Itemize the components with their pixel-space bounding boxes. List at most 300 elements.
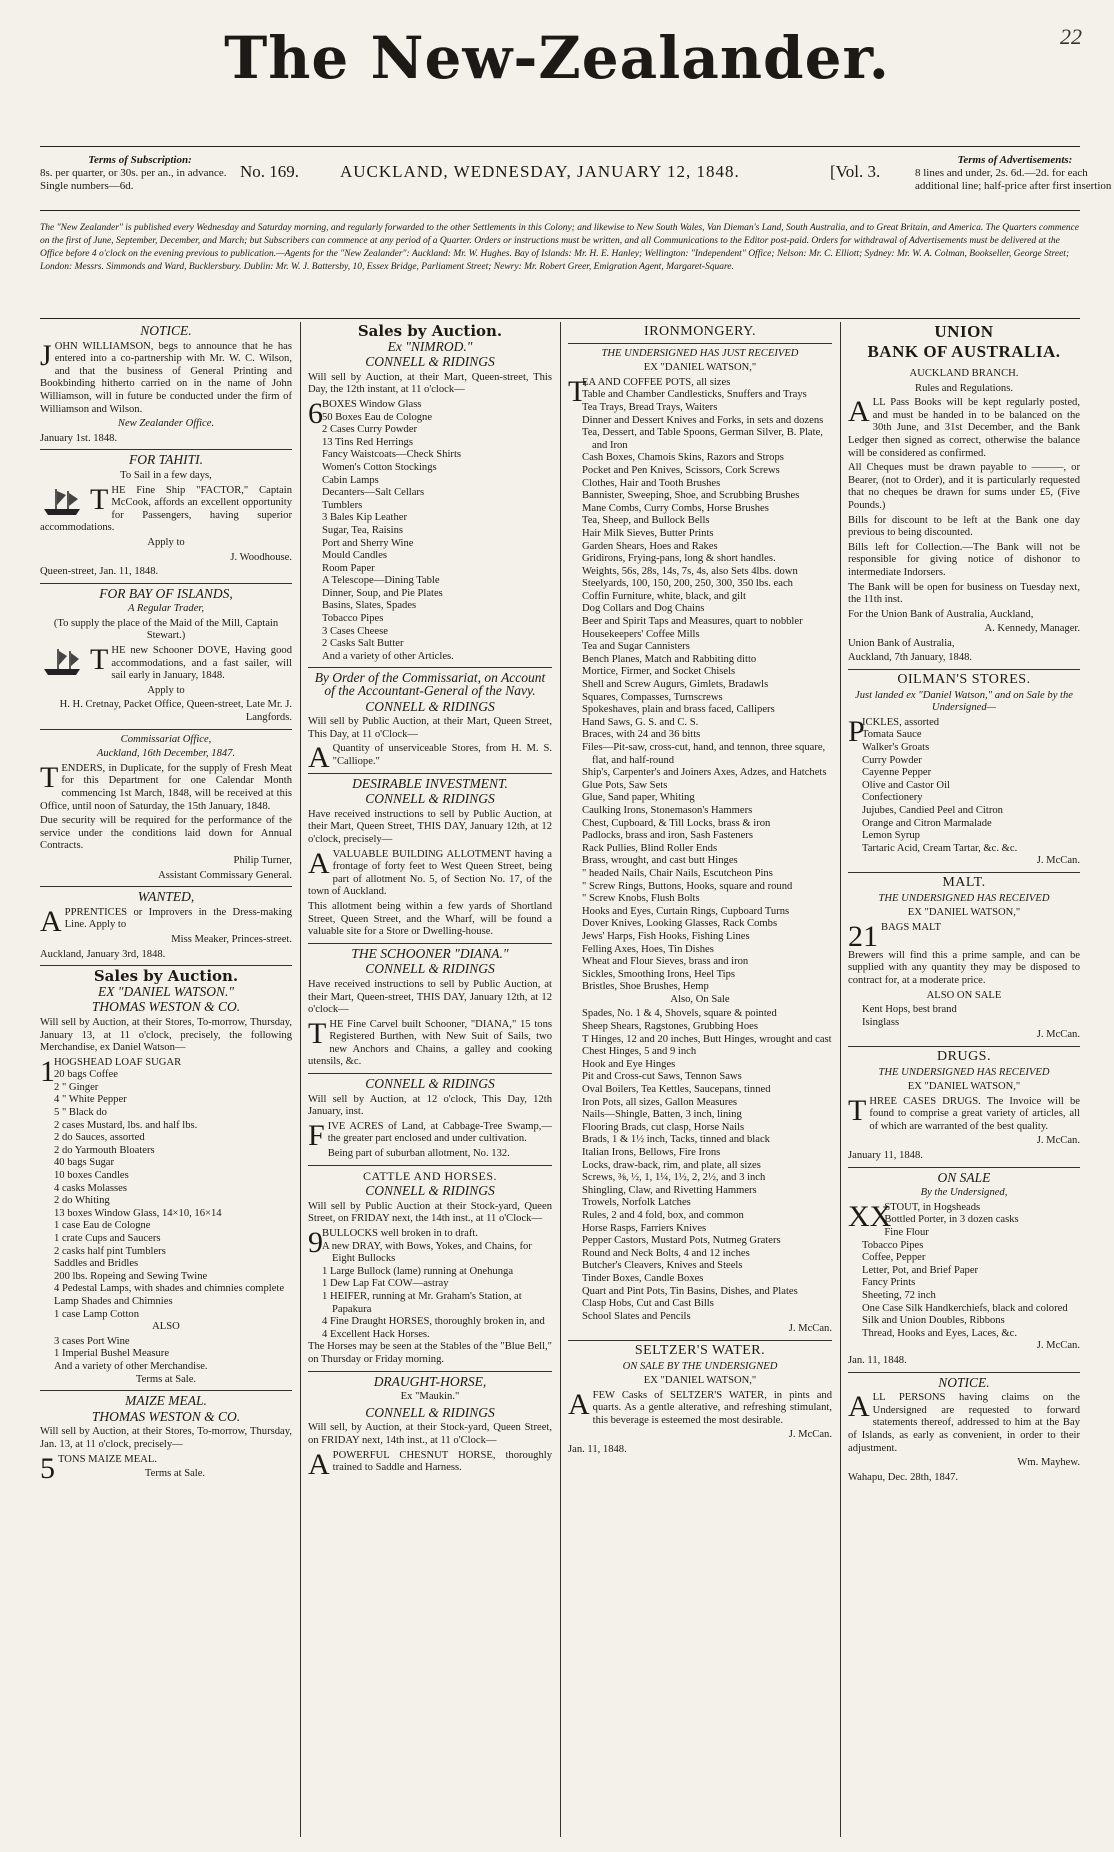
ad-body: JOHN WILLIAMSON, begs to announce that he has entered into a co-partnership with Mr. W. C. Wilson, and that the business of General Printing and Bookbinding hitherto carried on in the name of John Williamson, will in future be conducted under the firm of Williamson and Wilson. bbox=[40, 338, 292, 415]
ad-separator bbox=[308, 943, 552, 944]
list-item: Tobacco Pipes bbox=[322, 613, 384, 625]
list-item: 3 Cases Cheese bbox=[322, 625, 388, 637]
list-item: Bannister, Sweeping, Shoe, and Scrubbing Brushes bbox=[582, 490, 800, 502]
drop-cap: T bbox=[568, 374, 587, 408]
list-item: 1 case Eau de Cologne bbox=[54, 1220, 151, 1232]
ad-date: January 1st. 1848. bbox=[40, 432, 118, 444]
list-item: 4 casks Molasses bbox=[54, 1182, 127, 1194]
list-item: Wheat and Flour Sieves, brass and iron bbox=[582, 956, 749, 968]
ad-signature: J. McCan. bbox=[1036, 1029, 1080, 1041]
list-item: Bristles, Shoe Brushes, Hemp bbox=[582, 981, 709, 993]
list-item: Hand Saws, G. S. and C. S. bbox=[582, 716, 699, 728]
ad-separator bbox=[848, 872, 1080, 873]
ad-separator bbox=[308, 1073, 552, 1074]
list-item: 1 Imperial Bushel Measure bbox=[54, 1348, 170, 1360]
ad-body: Will sell, by Auction, at their Stock-yard, Queen Street, on FRIDAY next, 14th inst., at 11 o'Clock— bbox=[308, 1422, 552, 1446]
column-divider bbox=[840, 322, 841, 1837]
ad-body: 21 BAGS MALT bbox=[848, 919, 941, 953]
list-item: Gridirons, Frying-pans, long & short handles. bbox=[582, 553, 776, 565]
drop-cap: A bbox=[308, 846, 330, 880]
drop-cap: 9 bbox=[308, 1226, 323, 1259]
ad-signature: H. H. Cretnay, Packet Office, Queen-street, Late Mr. J. Langfords. bbox=[59, 699, 292, 724]
list-item: 2 " Ginger bbox=[54, 1081, 99, 1093]
list-item: 2 do Yarmouth Bloaters bbox=[54, 1144, 155, 1156]
list-item: 10 boxes Candles bbox=[54, 1170, 129, 1182]
list-item: ICKLES, assorted bbox=[862, 716, 940, 728]
corner-mark: 22 bbox=[1060, 24, 1082, 49]
list-item: Oval Boilers, Tea Kettles, Saucepans, tinned bbox=[582, 1084, 771, 1096]
ad-body: Have received instructions to sell by Public Auction, at their Mart, Queen Street, THIS DAY, January 12th, at 12 o'clock, precisely— bbox=[308, 808, 552, 845]
drop-cap: 21 bbox=[848, 919, 878, 953]
column-divider bbox=[300, 322, 301, 1837]
list-item: Spokeshaves, plain and brass faced, Callipers bbox=[582, 704, 775, 716]
ad-body: Bills left for Collection.—The Bank will not be responsible for giving notice of dishonor to intermediate Indorsers. bbox=[848, 541, 1080, 578]
ad-body: This allotment being within a few yards of Shortland Street, Queen Street, and the Wharf, will be found a valuable site for a Store or Dwelling-house. bbox=[308, 900, 552, 938]
ad-subheading: A Regular Trader, bbox=[127, 603, 205, 615]
merchandise-list bbox=[848, 714, 1080, 856]
list-item: Nails—Shingle, Batten, 3 inch, lining bbox=[582, 1109, 742, 1121]
drop-cap: T bbox=[308, 1016, 327, 1050]
list-item: Glue Pots, Saw Sets bbox=[582, 779, 668, 791]
list-item: 2 Casks Salt Butter bbox=[322, 638, 404, 650]
drop-cap: 5 bbox=[40, 1451, 55, 1485]
publication-notice: The "New Zealander" is published every Wednesday and Saturday morning, and regularly forwarded to the other Settlements in this Colony; and likewise to New South Wales, Van Dieman's Land, South Australia, and to Great Britain, and America. The Quarters commence on the first of June, September, December, and March; but Subscribers can commence at any period of a Quarter. Orders or instructions must be written, and all Communications to the Editor post-paid. Orders for withdrawal of Advertisements must be delivered at the Office before 4 o'clock on the evening previous to publication.—Agents for the "New Zealander": Auckland: Mr. W. Hughes. Bay of Islands: Mr. H. E. Hanley; Wellington: "Independent" Office; Nelson: Mr. C. Elliott; Sydney: Mr. W. A. Colman, Bookseller, George Street; London: Messrs. Simmonds and Ward, Bucklersbury. Dublin: Mr. W. J. Battersby, 10, Essex Bridge, Parliament Street; Newry: Mr. Robert Greer, Emigration Agent, Margaret-Square. bbox=[40, 223, 1080, 272]
list-item: Hooks and Eyes, Curtain Rings, Cupboard Turns bbox=[582, 905, 790, 917]
ad-date: Wahapu, Dec. 28th, 1847. bbox=[848, 1471, 959, 1483]
list-item: Braces, with 24 and 36 bitts bbox=[582, 729, 701, 741]
ad-body: The Bank will be open for business on Tuesday next, the 11th inst. bbox=[848, 581, 1080, 606]
list-item: " Screw Knobs, Flush Bolts bbox=[582, 893, 700, 905]
list-item: Tomata Sauce bbox=[862, 729, 922, 741]
list-item: Lemon Syrup bbox=[862, 830, 920, 842]
ad-body: THE new Schooner DOVE, Having good accommodations, and a fast sailer, will sail early in January, 1848. bbox=[40, 645, 292, 683]
ad-terms: Terms at Sale. bbox=[144, 1468, 206, 1480]
ad-place: Union Bank of Australia, bbox=[848, 637, 955, 649]
ad-ex: EX "DANIEL WATSON," bbox=[907, 907, 1021, 919]
ad-signature: Philip Turner, bbox=[233, 854, 292, 866]
list-item: BULLOCKS well broken in to draft. bbox=[322, 1228, 478, 1239]
dateline: AUCKLAND, WEDNESDAY, JANUARY 12, 1848. bbox=[340, 162, 740, 181]
list-item: Walker's Groats bbox=[862, 742, 930, 754]
list-item: Tea, Sheep, and Bullock Bells bbox=[582, 515, 710, 527]
ad-body: AFEW Casks of SELTZER'S WATER, in pints and quarts. As a gentle alterative, and refreshing stimulant, this beverage is esteemed the most desirable. bbox=[568, 1387, 832, 1426]
list-item: 2 casks half pint Tumblers bbox=[54, 1245, 166, 1257]
list-item: 2 Cases Curry Powder bbox=[322, 424, 418, 436]
list-item: Thread, Hooks and Eyes, Laces, &c. bbox=[862, 1327, 1018, 1339]
list-item: Sheeting, 72 inch bbox=[862, 1290, 936, 1301]
ad-heading: NOTICE. bbox=[938, 1374, 990, 1390]
drop-cap: A bbox=[848, 1390, 870, 1424]
ad-signature: Wm. Mayhew. bbox=[1017, 1457, 1080, 1469]
list-item: Garden Shears, Hoes and Rakes bbox=[582, 540, 718, 552]
list-item: Shell and Screw Augurs, Gimlets, Bradawls bbox=[582, 679, 769, 691]
ad-date: January 11, 1848. bbox=[848, 1150, 923, 1162]
list-item: Butcher's Cleavers, Knives and Steels bbox=[582, 1260, 743, 1272]
merchandise-list bbox=[40, 1336, 292, 1374]
list-item: 50 Boxes Eau de Cologne bbox=[322, 411, 433, 423]
ad-body: Will sell by Public Auction at their Stock-yard, Queen Street, on FRIDAY next, the 14th inst., at 11 o'Clock— bbox=[308, 1200, 552, 1225]
ad-separator bbox=[40, 729, 292, 730]
ad-body: TENDERS, in Duplicate, for the supply of Fresh Meat for this Department for one Calendar Month commencing 1st March, 1848, will be received at this Office, until noon of Saturday, the 15th January, 1848. bbox=[40, 760, 292, 812]
ad-date: Auckland, 7th January, 1848. bbox=[848, 652, 973, 664]
ad-separator bbox=[308, 667, 552, 668]
merchandise-list bbox=[568, 374, 832, 994]
ad-heading: WANTED, bbox=[137, 889, 195, 905]
ad-heading: By Order of the Commissariat, on Account of the Accountant-General of the Navy. bbox=[314, 670, 546, 699]
list-item: Basins, Slates, Spades bbox=[322, 600, 417, 612]
ad-firm: CONNELL & RIDINGS bbox=[365, 791, 495, 807]
ad-heading: DRAUGHT-HORSE, bbox=[373, 1373, 487, 1389]
list-item: 1 Dew Lap Fat COW—astray bbox=[322, 1278, 449, 1290]
ad-body: Have received instructions to sell by Public Auction, at their Mart, Queen-street, THIS DAY, January 12th, at 12 o'clock— bbox=[308, 978, 552, 1016]
list-item: Decanters—Salt Cellars bbox=[322, 487, 425, 499]
ad-body: Will sell by Auction, at 12 o'clock, This Day, 12th January, inst. bbox=[308, 1093, 552, 1118]
ad-separator bbox=[40, 449, 292, 450]
list-item: Pit and Cross-cut Saws, Tennon Saws bbox=[582, 1071, 742, 1083]
list-item: Bench Planes, Match and Rabbiting ditto bbox=[582, 653, 757, 665]
ad-separator bbox=[848, 1167, 1080, 1168]
list-item: Trowels, Norfolk Latches bbox=[582, 1197, 691, 1209]
list-item: 4 Pedestal Lamps, with shades and chimnies complete bbox=[54, 1283, 285, 1295]
list-item: Chest Hinges, 5 and 9 inch bbox=[582, 1046, 697, 1058]
masthead-title: The New-Zealander. bbox=[224, 24, 890, 92]
ad-separator bbox=[308, 1371, 552, 1372]
list-item: 2 do Whiting bbox=[54, 1195, 110, 1207]
drop-cap: 1 bbox=[40, 1054, 55, 1088]
ad-body: Bills for discount to be left at the Bank one day previous to being discounted. bbox=[848, 514, 1080, 539]
list-item: Orange and Citron Marmalade bbox=[862, 817, 992, 829]
list-item: Tartaric Acid, Cream Tartar, &c. &c. bbox=[862, 842, 1018, 854]
ad-body: THE Fine Carvel built Schooner, "DIANA," 15 tons Registered Burthen, with New Suit of Sails, two new Anchors and Chains, a galley and cooking utensils, &c. bbox=[308, 1016, 552, 1068]
list-item: Locks, draw-back, rim, and plate, all sizes bbox=[582, 1159, 761, 1171]
columns-rule bbox=[40, 318, 1080, 319]
list-item: Pepper Castors, Mustard Pots, Nutmeg Graters bbox=[582, 1235, 781, 1247]
ad-firm: CONNELL & RIDINGS bbox=[365, 354, 495, 370]
list-item: Bottled Porter, in 3 dozen casks bbox=[884, 1214, 1019, 1226]
list-item: Quart and Pint Pots, Tin Basins, Dishes, and Plates bbox=[582, 1285, 798, 1297]
list-item: STOUT, in Hogsheads bbox=[884, 1201, 981, 1213]
merchandise-list bbox=[568, 1008, 832, 1323]
list-item: Jujubes, Candied Peel and Citron bbox=[862, 805, 1003, 816]
ad-separator bbox=[848, 1046, 1080, 1047]
list-item: 4 Fine Draught HORSES, thoroughly broken in, and bbox=[322, 1316, 545, 1328]
list-item: Hair Milk Sieves, Butter Prints bbox=[582, 527, 714, 539]
ad-body: ALL PERSONS having claims on the Undersigned are requested to forward statements thereof, addressed to him at the Bay of Islands, as early as convenient, in order to their adjustment. bbox=[848, 1390, 1080, 1454]
volume-number: [Vol. 3. bbox=[830, 162, 881, 181]
list-item: Flooring Brads, cut clasp, Horse Nails bbox=[582, 1121, 745, 1133]
ad-body: AVALUABLE BUILDING ALLOTMENT having a frontage of forty feet to West Queen Street, being part of allotment No. 5, of Section No. 17, of the town of Auckland. bbox=[308, 846, 552, 898]
drop-cap: J bbox=[40, 338, 52, 372]
ad-body: Due security will be required for the performance of the service under the conditions laid down for Annual Contracts. bbox=[40, 815, 292, 852]
list-item: Steelyards, 100, 150, 200, 250, 300, 350 lbs. each bbox=[582, 578, 793, 590]
list-item: A new DRAY, with Bows, Yokes, and Chains, for Eight Bullocks bbox=[322, 1240, 532, 1265]
list-item: Room Paper bbox=[322, 562, 375, 574]
ad-subheading: To Sail in a few days, bbox=[120, 469, 212, 481]
ad-signature-title: Assistant Commissary General. bbox=[158, 869, 292, 881]
ad-body: APOWERFUL CHESNUT HORSE, thoroughly trained to Saddle and Harness. bbox=[308, 1447, 552, 1481]
list-item: Spades, No. 1 & 4, Shovels, square & pointed bbox=[582, 1008, 777, 1020]
list-item: Squares, Compasses, Turnscrews bbox=[582, 691, 723, 703]
list-item: Cabin Lamps bbox=[322, 474, 379, 486]
ad-subheading: Just landed ex "Daniel Watson," and on Sale by the Undersigned— bbox=[855, 689, 1073, 714]
ad-signature: J. McCan. bbox=[1036, 855, 1080, 867]
ad-ex: EX "DANIEL WATSON," bbox=[907, 1081, 1021, 1093]
ad-also: ALSO bbox=[152, 1321, 180, 1333]
ad-heading: EX "DANIEL WATSON." bbox=[97, 983, 235, 999]
list-item: 2 cases Mustard, lbs. and half lbs. bbox=[54, 1119, 198, 1131]
list-item: Sickles, Smoothing Irons, Heel Tips bbox=[582, 968, 736, 980]
list-item: Women's Cotton Stockings bbox=[322, 461, 437, 473]
column-4 bbox=[848, 322, 1080, 1837]
list-item: Dog Collars and Dog Chains bbox=[582, 603, 705, 615]
ad-ex: EX "DANIEL WATSON," bbox=[643, 362, 757, 374]
list-item: Housekeepers' Coffee Mills bbox=[582, 628, 700, 640]
list-item: 40 bags Sugar bbox=[54, 1157, 115, 1169]
ad-heading: Ex "NIMROD." bbox=[387, 338, 473, 354]
ad-body: APPRENTICES or Improvers in the Dress-making Line. Apply to bbox=[40, 904, 292, 938]
drop-cap: A bbox=[40, 904, 62, 938]
list-item: Fancy Prints bbox=[862, 1277, 916, 1289]
ad-body: Brewers will find this a prime sample, and can be supplied with any quantity they may be disposed to contract for, at a moderate price. bbox=[848, 949, 1080, 986]
ad-date: Jan. 11, 1848. bbox=[568, 1444, 627, 1456]
ad-separator bbox=[40, 583, 292, 584]
ad-ex: EX "DANIEL WATSON," bbox=[643, 1375, 757, 1387]
drop-cap: A bbox=[848, 395, 870, 429]
list-item: Tea, Dessert, and Table Spoons, German Silver, B. Plate, and Iron bbox=[582, 427, 823, 451]
ad-separator bbox=[40, 965, 292, 966]
ad-heading: THE SCHOONER "DIANA." bbox=[351, 945, 509, 961]
ad-terms: Terms at Sale. bbox=[135, 1373, 197, 1385]
list-item: Tea and Sugar Cannisters bbox=[582, 641, 690, 653]
ship-icon bbox=[40, 647, 84, 677]
list-item: Fancy Waistcoats—Check Shirts bbox=[322, 449, 462, 461]
list-item: Letter, Pot, and Brief Paper bbox=[862, 1264, 979, 1276]
subscription-terms-text: 8s. per quarter, or 30s. per an., in advance. Single numbers—6d. bbox=[40, 167, 227, 192]
list-item: Shingling, Claw, and Rivetting Hammers bbox=[582, 1184, 757, 1196]
list-item: Coffee, Pepper bbox=[862, 1252, 926, 1264]
list-item: 13 Tins Red Herrings bbox=[322, 436, 413, 448]
bank-heading bbox=[848, 322, 1080, 362]
ad-place: Auckland, 16th December, 1847. bbox=[96, 748, 236, 760]
list-item: BOXES Window Glass bbox=[322, 398, 422, 410]
list-item: Lamp Shades and Chimnies bbox=[54, 1295, 173, 1307]
list-item: 1 case Lamp Cotton bbox=[54, 1308, 140, 1320]
ad-signature: J. Woodhouse. bbox=[230, 551, 292, 563]
list-item: Weights, 56s, 28s, 14s, 7s, 4s, also Sets 4lbs. down bbox=[582, 565, 798, 577]
ad-heading: MAIZE MEAL. bbox=[125, 1393, 207, 1409]
drop-cap: T bbox=[90, 643, 109, 677]
ad-subheading: THE UNDERSIGNED HAS RECEIVED bbox=[878, 1066, 1050, 1078]
list-item: Isinglass bbox=[862, 1016, 900, 1028]
list-item: 3 cases Port Wine bbox=[54, 1335, 130, 1347]
list-item: Horse Rasps, Farriers Knives bbox=[582, 1222, 707, 1234]
ad-firm: THOMAS WESTON & CO. bbox=[91, 1408, 241, 1424]
list-item: Coffin Furniture, white, black, and gilt bbox=[582, 590, 746, 602]
list-item: Clothes, Hair and Tooth Brushes bbox=[582, 477, 721, 489]
ad-also: Also, On Sale bbox=[670, 993, 730, 1005]
list-item: Rack Pullies, Blind Roller Ends bbox=[582, 842, 718, 854]
ad-office: Commissariat Office, bbox=[120, 733, 212, 745]
column-2 bbox=[308, 322, 552, 1837]
list-item: 13 boxes Window Glass, 14×10, 16×14 bbox=[54, 1207, 222, 1219]
list-item: Sheep Shears, Ragstones, Grubbing Hoes bbox=[582, 1021, 758, 1033]
ad-separator bbox=[568, 1340, 832, 1341]
drop-cap: A bbox=[308, 741, 330, 775]
list-item: Padlocks, brass and iron, Sash Fasteners bbox=[582, 830, 753, 842]
ad-body: A Quantity of unserviceable Stores, from H. M. S. "Calliope." bbox=[308, 741, 552, 775]
list-item: Round and Neck Bolts, 4 and 12 inches bbox=[582, 1247, 750, 1259]
ad-body: 5 TONS MAIZE MEAL. bbox=[40, 1451, 157, 1485]
list-item: Chest, Cupboard, & Till Locks, brass & iron bbox=[582, 817, 771, 829]
ad-subheading: Rules and Regulations. bbox=[915, 382, 1013, 394]
list-item: T Hinges, 12 and 20 inches, Butt Hinges, wrought and cast bbox=[582, 1033, 832, 1045]
list-item: Beer and Spirit Taps and Measures, quart to nobbler bbox=[582, 616, 803, 628]
ad-office: New Zealander Office. bbox=[117, 418, 215, 430]
ad-signature: A. Kennedy, Manager. bbox=[984, 623, 1080, 635]
ad-signature: J. McCan. bbox=[1036, 1340, 1080, 1352]
ad-apply: Apply to bbox=[147, 684, 185, 696]
list-item: 1 HEIFER, running at Mr. Graham's Station, at Papakura bbox=[322, 1290, 522, 1315]
ad-separator bbox=[848, 1372, 1080, 1373]
list-item: 1 Large Bullock (lame) running at Onehunga bbox=[322, 1265, 514, 1277]
drop-cap: XX bbox=[848, 1199, 892, 1233]
list-item: HOGSHEAD LOAF SUGAR bbox=[54, 1056, 182, 1068]
list-item: Dinner and Dessert Knives and Forks, in sets and dozens bbox=[582, 414, 824, 426]
list-item: Curry Powder bbox=[862, 754, 922, 766]
ad-heading: OILMAN'S STORES. bbox=[897, 672, 1031, 688]
list-item: Brads, 1 & 1½ inch, Tacks, tinned and black bbox=[582, 1134, 770, 1146]
ad-heading: CATTLE AND HORSES. bbox=[362, 1168, 497, 1183]
ad-subheading: Ex "Maukin." bbox=[400, 1391, 460, 1403]
list-item: Saddles and Bridles bbox=[54, 1258, 139, 1270]
list-item: Olive and Castor Oil bbox=[862, 779, 950, 791]
list-item: Sugar, Tea, Raisins bbox=[322, 524, 404, 536]
ad-heading: FOR TAHITI. bbox=[129, 452, 203, 468]
ad-subheading: THE UNDERSIGNED HAS JUST RECEIVED bbox=[601, 347, 799, 359]
list-item: Iron Pots, all sizes, Gallon Measures bbox=[582, 1096, 738, 1108]
list-item: Silk and Union Doubles, Ribbons bbox=[862, 1315, 1005, 1327]
merchandise-list bbox=[848, 1004, 1080, 1029]
list-item: Mane Combs, Curry Combs, Horse Brushes bbox=[582, 502, 769, 514]
ad-firm: CONNELL & RIDINGS bbox=[365, 698, 495, 714]
list-item: One Case Silk Handkerchiefs, black and colored bbox=[862, 1302, 1068, 1314]
list-item: Tea Trays, Bread Trays, Waiters bbox=[582, 401, 718, 413]
section-heading: Sales by Auction. bbox=[357, 322, 503, 340]
list-item: Dinner, Soup, and Pie Plates bbox=[322, 587, 443, 599]
column-1 bbox=[40, 322, 292, 1837]
list-item: Caulking Irons, Stonemason's Hammers bbox=[582, 804, 753, 816]
ad-body: ALL Pass Books will be kept regularly posted, and must be handed in to be balanced on the 30th June, and 31st December, and the Bank Ledger then signed as correct, otherwise the balance will be considered as confirmed. bbox=[848, 395, 1080, 459]
ad-body: Will sell by Public Auction, at their Mart, Queen Street, This Day, at 11 o'Clock— bbox=[308, 716, 552, 740]
ad-heading: ON SALE bbox=[937, 1169, 991, 1185]
drop-cap: A bbox=[568, 1387, 590, 1421]
list-item: " Screw Rings, Buttons, Hooks, square and round bbox=[582, 880, 793, 892]
list-item: 4 Excellent Hack Horses. bbox=[322, 1328, 430, 1340]
ad-body: For the Union Bank of Australia, Auckland, bbox=[848, 608, 1034, 620]
list-item: Confectionery bbox=[862, 792, 923, 804]
list-item: And a variety of other Articles. bbox=[322, 650, 454, 662]
ad-body: THREE CASES DRUGS. The Invoice will be found to comprise a great variety of articles, all of which are warranted of the best quality. bbox=[848, 1093, 1080, 1132]
drop-cap: T bbox=[848, 1093, 867, 1127]
ad-signature: J. McCan. bbox=[1036, 1135, 1080, 1147]
list-item: 4 " White Pepper bbox=[54, 1094, 127, 1106]
ad-body: Will sell by Auction, at their Mart, Queen-street, This Day, the 12th instant, at 11 o'clock— bbox=[308, 371, 552, 396]
list-item: Ship's, Carpenter's and Joiners Axes, Adzes, and Hatchets bbox=[582, 767, 827, 779]
list-item: 200 lbs. Ropeing and Sewing Twine bbox=[54, 1270, 208, 1282]
list-item: Brass, wrought, and cast butt Hinges bbox=[582, 855, 738, 867]
ad-separator bbox=[308, 1165, 552, 1166]
list-item: Dover Knives, Looking Glasses, Rack Combs bbox=[582, 918, 778, 930]
list-item: Clasp Hobs, Cut and Cast Bills bbox=[582, 1298, 714, 1310]
list-item: Fine Flour bbox=[884, 1227, 929, 1239]
ad-apply: Apply to bbox=[147, 536, 185, 548]
list-item: Jews' Harps, Fish Hooks, Fishing Lines bbox=[582, 930, 750, 942]
list-item: A Telescope—Dining Table bbox=[322, 575, 440, 587]
list-item: 1 crate Cups and Saucers bbox=[54, 1233, 161, 1244]
merchandise-list bbox=[308, 396, 552, 663]
ad-subheading: THE UNDERSIGNED HAS RECEIVED bbox=[878, 892, 1050, 904]
drop-cap: T bbox=[40, 760, 59, 794]
ad-separator bbox=[308, 773, 552, 774]
list-item: Hook and Eye Hinges bbox=[582, 1058, 676, 1070]
list-item: 3 Bales Kip Leather bbox=[322, 512, 408, 524]
ad-subheading: AUCKLAND BRANCH. bbox=[909, 368, 1019, 379]
bank-heading-line: BANK OF AUSTRALIA. bbox=[867, 342, 1061, 361]
ad-heading: DRUGS. bbox=[937, 1048, 991, 1064]
subscription-terms bbox=[40, 154, 240, 193]
issue-number: No. 169. bbox=[240, 162, 300, 181]
list-item: Table and Chamber Candlesticks, Snuffers and Trays bbox=[582, 389, 807, 401]
ad-date: Auckland, January 3rd, 1848. bbox=[40, 948, 166, 960]
drop-cap: P bbox=[848, 714, 865, 748]
list-item: Screws, ⅜, ½, 1, 1¼, 1½, 2, 2½, and 3 inch bbox=[582, 1172, 766, 1184]
ad-body: The Horses may be seen at the Stables of the "Blue Bell," on Thursday or Friday morning. bbox=[308, 1341, 552, 1365]
drop-cap: 6 bbox=[308, 396, 323, 430]
ad-signature: J. McCan. bbox=[788, 1429, 832, 1441]
list-item: Files—Pit-saw, cross-cut, hand, and tennon, three square, flat, and half-round bbox=[582, 742, 826, 766]
drop-cap: T bbox=[90, 482, 109, 516]
list-item: " headed Nails, Chair Nails, Escutcheon Pins bbox=[582, 867, 773, 879]
list-item: School Slates and Pencils bbox=[582, 1310, 691, 1322]
column-3 bbox=[568, 322, 832, 1837]
merchandise-list bbox=[308, 1228, 552, 1341]
ad-body: All Cheques must be drawn payable to ———, or Bearer, (not to Order), and it is particularly requested that no cheques be drawn for sums under £5, (Five Pounds.) bbox=[848, 462, 1080, 511]
ad-firm: CONNELL & RIDINGS bbox=[365, 1404, 495, 1420]
header-rule-bottom bbox=[40, 210, 1080, 211]
list-item: Pocket and Pen Knives, Scissors, Cork Screws bbox=[582, 464, 780, 476]
list-item: Kent Hops, best brand bbox=[862, 1004, 957, 1016]
ad-date: Jan. 11, 1848. bbox=[848, 1354, 907, 1366]
ad-separator bbox=[848, 669, 1080, 670]
advertisement-terms-title: Terms of Advertisements: bbox=[957, 154, 1073, 166]
list-item: Tumblers bbox=[322, 499, 363, 511]
list-item: 5 " Black do bbox=[54, 1107, 107, 1119]
advertisement-terms bbox=[915, 154, 1114, 193]
ad-body: THE Fine Ship "FACTOR," Captain McCook, affords an excellent opportunity for Passengers, having superior accommodations. bbox=[40, 482, 292, 534]
header-rule-top bbox=[40, 146, 1080, 147]
list-item: Cash Boxes, Chamois Skins, Razors and Strops bbox=[582, 452, 784, 464]
list-item: Mortice, Firmer, and Socket Chisels bbox=[582, 666, 736, 678]
bank-heading-line: UNION bbox=[934, 322, 994, 341]
ad-body: Being part of suburban allotment, No. 132. bbox=[327, 1148, 510, 1160]
ad-firm: CONNELL & RIDINGS bbox=[365, 1183, 495, 1199]
list-item: Rules, 2 and 4 fold, box, and common bbox=[582, 1209, 744, 1221]
ad-subheading: By the Undersigned, bbox=[920, 1187, 1008, 1199]
list-item: Tobacco Pipes bbox=[862, 1239, 924, 1251]
ad-separator bbox=[40, 886, 292, 887]
ad-heading: DESIRABLE INVESTMENT. bbox=[352, 775, 508, 791]
issue-info-bar bbox=[40, 148, 1112, 200]
